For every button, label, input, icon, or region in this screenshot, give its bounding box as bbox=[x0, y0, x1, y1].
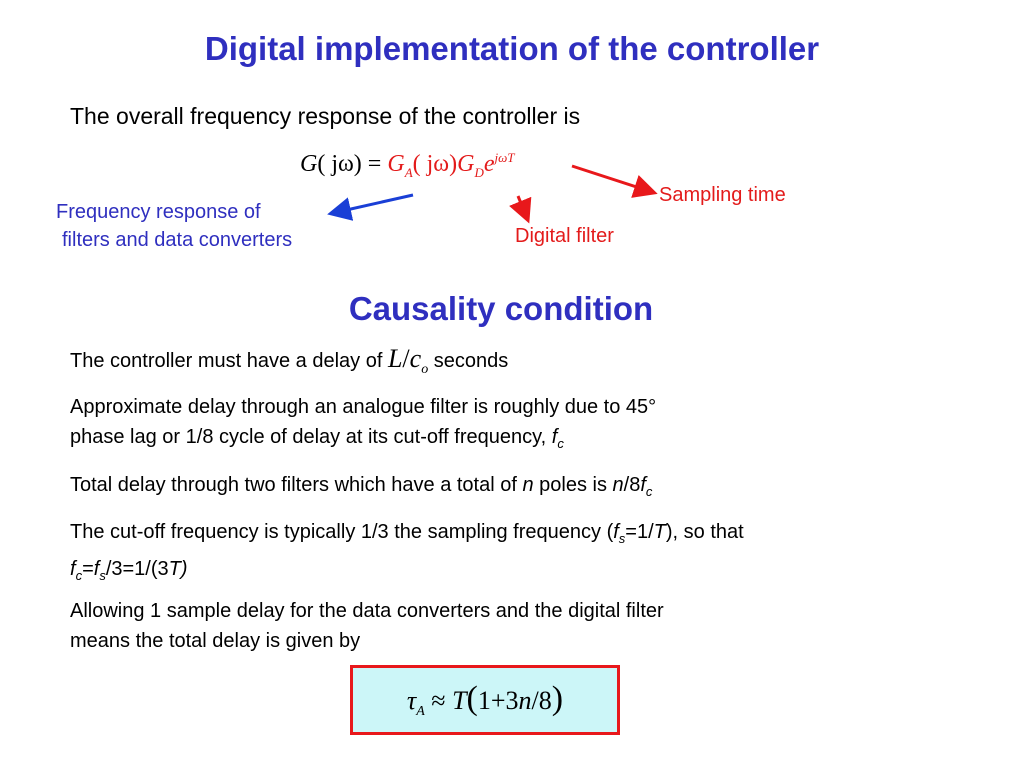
eq-e-symbol: e bbox=[483, 151, 495, 177]
result-approx: ≈ bbox=[424, 685, 453, 715]
para4-fs: f bbox=[613, 521, 619, 543]
result-t: T bbox=[452, 685, 467, 715]
delay-math bbox=[387, 344, 429, 378]
eq-ga-sub: A bbox=[404, 164, 413, 180]
para4-fs2: f bbox=[93, 558, 100, 580]
para3-f: f bbox=[640, 474, 646, 496]
para5-line1: Allowing 1 sample delay for the data converters and the digital filter bbox=[70, 600, 664, 622]
result-equation-box bbox=[350, 665, 620, 735]
para3-n2: n bbox=[612, 474, 624, 496]
delay-paragraph bbox=[70, 344, 950, 385]
para4-eq2: = bbox=[82, 558, 94, 580]
para2-line2 bbox=[70, 422, 950, 459]
analogue-filter-paragraph bbox=[70, 392, 950, 459]
total-delay-paragraph bbox=[70, 470, 950, 507]
cutoff-paragraph bbox=[70, 517, 950, 591]
freq-response-line2: filters and data converters bbox=[62, 229, 293, 251]
delay-slash: / bbox=[402, 344, 410, 373]
eq-gd-sub: D bbox=[474, 164, 484, 180]
delay-c: c bbox=[409, 344, 422, 373]
para4-rest: /3=1/(3 bbox=[105, 558, 169, 580]
sample-delay-paragraph bbox=[70, 596, 950, 656]
eq-lhs-arg: ( jω) bbox=[317, 151, 362, 177]
result-close-paren: ) bbox=[551, 679, 564, 717]
result-one: 1 bbox=[477, 685, 491, 715]
sampling-time-note: Sampling time bbox=[659, 184, 786, 206]
delay-text-after: seconds bbox=[433, 350, 509, 372]
para2-f: f bbox=[551, 426, 558, 448]
para3-slash8: /8 bbox=[623, 474, 641, 496]
eq-equals: = bbox=[361, 151, 388, 177]
para4-eq: =1/ bbox=[625, 521, 654, 543]
para4-line1b: ), so that bbox=[665, 521, 744, 543]
result-plus: + bbox=[490, 685, 506, 715]
arrow-to-freq-response bbox=[333, 195, 413, 213]
result-n: n bbox=[518, 685, 532, 715]
result-slash: / bbox=[531, 685, 539, 715]
para4-t2: T) bbox=[168, 558, 188, 580]
arrow-to-digital-filter bbox=[518, 196, 527, 218]
para2-line1: Approximate delay through an analogue filter is roughly due to 45° bbox=[70, 396, 657, 418]
result-open-paren: ( bbox=[466, 679, 478, 717]
eq-e-sup: jωT bbox=[494, 150, 515, 165]
delay-text-before: The controller must have a delay of bbox=[70, 350, 383, 372]
delay-l: L bbox=[387, 344, 403, 373]
para3-mid: poles is bbox=[539, 474, 607, 496]
para3-n: n bbox=[522, 474, 534, 496]
para4-line2 bbox=[70, 554, 950, 591]
para4-t: T bbox=[653, 521, 666, 543]
causality-heading: Causality condition bbox=[348, 290, 654, 327]
eq-gd-symbol: G bbox=[457, 151, 475, 177]
para4-fc: f bbox=[70, 558, 76, 580]
para4-line1a: The cut-off frequency is typically 1/3 the sampling frequency ( bbox=[70, 521, 614, 543]
result-three: 3 bbox=[505, 685, 519, 715]
digital-filter-note: Digital filter bbox=[515, 225, 614, 247]
para2-f-sub: c bbox=[557, 436, 564, 451]
para4-fc-sub: c bbox=[75, 568, 83, 583]
eq-ga-symbol: G bbox=[387, 151, 405, 177]
delay-c-sub: o bbox=[421, 362, 429, 378]
result-tau: τ bbox=[406, 685, 417, 715]
freq-response-line1: Frequency response of bbox=[56, 201, 261, 223]
arrow-to-sampling-time bbox=[572, 166, 652, 192]
para5-line2: means the total delay is given by bbox=[70, 630, 361, 652]
para4-fs-sub: s bbox=[618, 531, 626, 546]
result-eight: 8 bbox=[538, 685, 552, 715]
result-equation bbox=[407, 680, 563, 720]
para4-fs2-sub: s bbox=[99, 568, 106, 583]
freq-response-note bbox=[56, 198, 292, 254]
para4-line1 bbox=[70, 517, 950, 554]
para3-text: Total delay through two filters which have a total of bbox=[70, 474, 517, 496]
slide-title: Digital implementation of the controller bbox=[204, 30, 820, 67]
para2-line2-text: phase lag or 1/8 cycle of delay at its cut-off frequency, bbox=[70, 426, 547, 448]
result-tau-sub: A bbox=[416, 704, 425, 720]
intro-text: The overall frequency response of the controller is bbox=[70, 103, 581, 129]
para3-f-sub: c bbox=[645, 484, 653, 499]
eq-lhs-g: G bbox=[300, 151, 318, 177]
eq-ga-arg: ( jω) bbox=[412, 151, 458, 177]
